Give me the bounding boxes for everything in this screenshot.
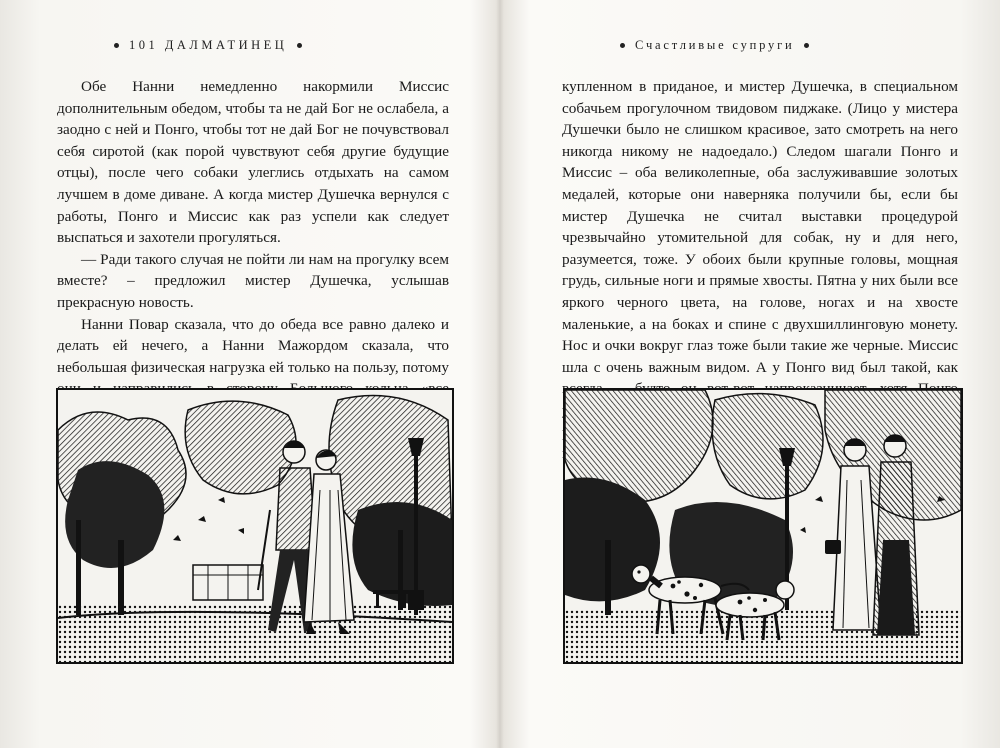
illustration-couple-walking-park: [56, 388, 454, 664]
bullet-icon: [297, 43, 302, 48]
left-running-head: [114, 36, 302, 54]
park-engraving-icon: [58, 390, 452, 662]
paragraph: купленном в приданое, и мистер Душечка, в специальном собачьем прогулочном твидовом пиджаке. (Лицо у мистера Душечки было не слишком красивое, зато смотреть на него никогда никому не надоедало.) Следом шагали Понго и Миссис – оба великолепные, оба заслуживавшие золотых медалей, которые они наверняка получили бы, если бы мистер Душечка не считал выставки процедурой чрезвычайно утомительной для собак, ну и для него, разумеется, тоже. У обоих были крупные головы, мощная грудь, сильные ноги и прямые хвосты. Пятна у них были все яркого черного цвета, на голове, ногах и на хвосте маленькие, а на боках и спине с двухшиллинговую монету. Нос и очки вокруг глаз тоже были такие же черные. Миссис шла с очень важным видом. А у Понго вид был такой, как: [562, 78, 958, 376]
paragraph: — Ради такого случая не пойти ли нам на прогулку всем вместе? – предложил мистер Душечка, услышав прекрасную новость.: [57, 250, 449, 311]
bullet-icon: [804, 43, 809, 48]
right-running-head-text: Счастливые супруги: [635, 37, 795, 52]
illustration-dalmatians-with-nannies: [563, 388, 963, 664]
paragraph: Обе Нанни немедленно накормили Миссис дополнительным обедом, чтобы та не дай Бог не ослабела, а заодно с ней и Понго, чтобы тот не дай Бог не почувствовал себя сиротой (как порой чувствуют себя другие будущие отцы), после чего собаки улеглись отдыхать на самом лучшем в доме диване. А когда мистер Душечка вернулся с работы, Понго и Миссис как раз успели как следует выспаться и захотели прогуляться.: [57, 78, 449, 247]
paragraph: Нанни Повар сказала, что до обеда все равно далеко и делать ей нечего, а Нанни Мажордом сказала, что небольшая физическая нагрузка ей только на пользу, потому: [57, 315, 449, 376]
left-running-head-text: 101 ДАЛМАТИНЕЦ: [129, 37, 288, 52]
right-running-head: [620, 36, 809, 54]
dalmatians-engraving-icon: [565, 390, 961, 662]
bullet-icon: [114, 43, 119, 48]
bullet-icon: [620, 43, 625, 48]
right-page: [500, 0, 1000, 748]
